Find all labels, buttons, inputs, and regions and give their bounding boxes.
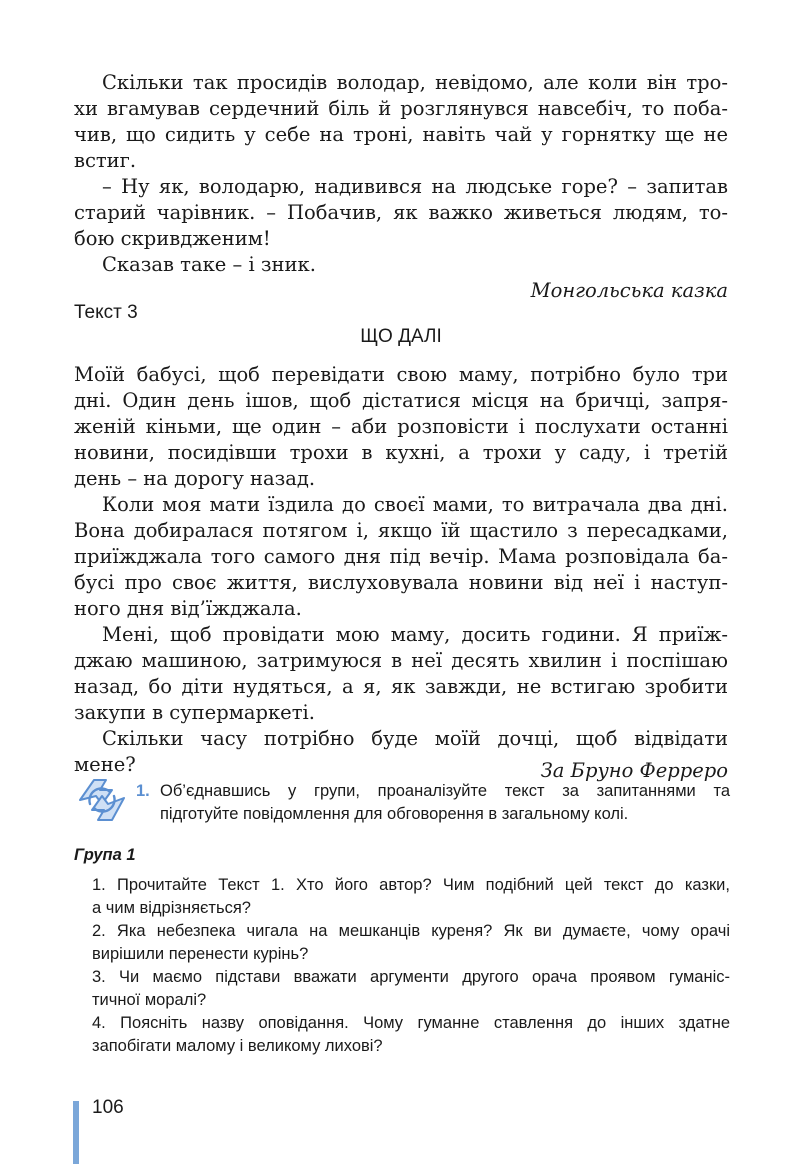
question-line: 1. Прочитайте Текст 1. Хто його автор? Чим подібний цей текст до казки, [92,876,730,894]
paragraph-line: Мені, щоб провідати мою маму, досить години. Я приїж- [102,623,728,646]
question-line: 4. Поясніть назву оповідання. Чому гуманне ставлення до інших здатне [92,1014,730,1032]
story-source: Монгольська казка [530,279,728,302]
paragraph-line: хи вгамував сердечний біль й розглянувся навсебіч, то поба- [74,97,728,120]
text3-body [74,362,728,782]
paragraph-line: Скільки так просидів володар, невідомо, але коли він тро- [102,71,728,94]
paragraph-line: приїжджала того самого дня під вечір. Мама розповідала ба- [74,545,728,568]
text-title: ЩО ДАЛІ [360,326,442,347]
paragraph-line: Коли моя мати їздила до своєї мами, то витрачала два дні. [102,493,728,516]
group-work-icon [72,774,132,826]
paragraph-line: закупи в супермаркеті. [74,701,315,724]
group-label: Група 1 [74,846,136,864]
paragraph-line: назад, бо діти нудяться, а я, як завжди, не встигаю зробити [74,675,728,698]
page-margin-bar [73,1101,79,1164]
paragraph-line: Вона добиралася потягом і, якщо їй щастило з пересадками, [74,519,728,542]
question-line: а чим відрізняється? [92,899,251,917]
paragraph-line: бусі про своє життя, вислуховувала новини від неї і наступ- [74,571,728,594]
task-line: Об’єднавшись у групи, проаналізуйте текст за запитаннями та [160,782,730,800]
task-number: 1. [136,782,150,800]
story-ending [74,70,728,304]
list-item [74,920,730,966]
list-item [74,874,730,920]
paragraph-line: мене? [74,753,136,776]
list-item [74,1012,730,1058]
paragraph-line: Скільки часу потрібно буде моїй дочці, щоб відвідати [102,727,728,750]
page-number: 106 [92,1097,124,1118]
list-item [74,966,730,1012]
paragraph-line: дні. Один день ішов, щоб дістатися місця на бричці, запря- [74,389,728,412]
paragraph-line: встиг. [74,149,137,172]
paragraph-line: новини, посидівши трохи в кухні, а трохи у саду, і третій [74,441,728,464]
question-line: 2. Яка небезпека чигала на мешканців куреня? Як ви думаєте, чому орачі [92,922,730,940]
paragraph-line: чив, що сидить у себе на троні, навіть чай у горнятку ще не [74,123,728,146]
question-list [74,874,730,1058]
question-line: 3. Чи маємо підстави вважати аргументи другого орача проявом гуманіс- [92,968,730,986]
text-label: Текст 3 [74,302,138,323]
paragraph-line: женій кіньми, ще один – аби розповісти і послухати останні [74,415,728,438]
question-line: вирішили перенести курінь? [92,945,309,963]
task-line: підготуйте повідомлення для обговорення в загальному колі. [160,805,629,823]
paragraph-line: день – на дорогу назад. [74,467,316,490]
paragraph-line: джаю машиною, затримуюся в неї десять хвилин і поспішаю [74,649,728,672]
paragraph-line: Моїй бабусі, щоб перевідати свою маму, потрібно було три [74,363,728,386]
paragraph-line: ного дня від’їжджала. [74,597,302,620]
question-line: тичної моралі? [92,991,207,1009]
paragraph-line: бою скривдженим! [74,227,271,250]
text3-source: За Бруно Ферреро [540,759,728,782]
paragraph-line: – Ну як, володарю, надивився на людське горе? – запитав [102,175,728,198]
paragraph-line: старий чарівник. – Побачив, як важко живеться людям, то- [74,201,728,224]
paragraph-line: Сказав таке – і зник. [102,253,316,276]
task [136,780,730,826]
question-line: запобігати малому і великому лихові? [92,1037,383,1055]
